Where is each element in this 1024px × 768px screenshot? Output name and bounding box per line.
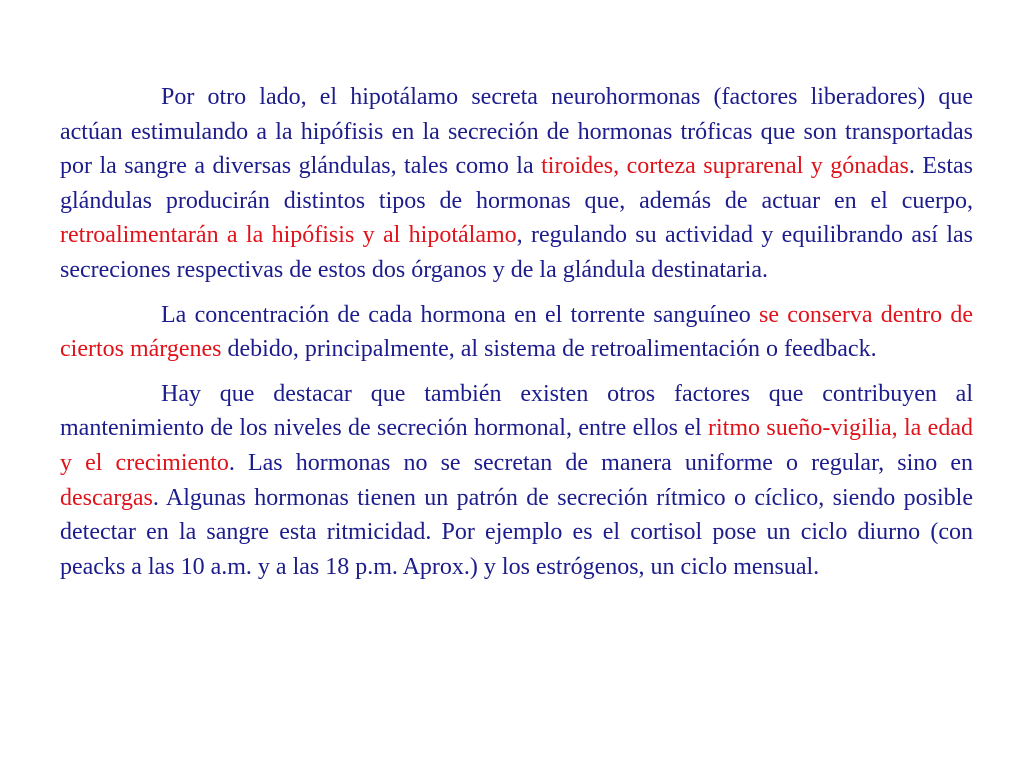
- slide-content: [60, 80, 973, 584]
- p1-highlight-feedback: retroalimentarán a la hipófisis y al hipotálamo: [60, 222, 517, 249]
- p1-text-3: , regulando su actividad y equilibrando así las secreciones respectivas de estos dos órganos y de la glándula destinataria.: [60, 222, 973, 283]
- p3-highlight-discharges: descargas: [60, 484, 153, 511]
- p3-highlight-rhythm: ritmo sueño-vigilia, la edad y el crecimiento: [60, 415, 973, 476]
- p1-text-1: Por otro lado, el hipotálamo secreta neurohormonas (factores liberadores) que actúan estimulando a la hipófisis en la secreción de hormonas tróficas que son transportadas por la sangre a diversas glándulas, tales como la: [60, 84, 973, 180]
- p3-text-2: . Las hormonas no se secretan de manera uniforme o regular, sino en: [228, 449, 973, 476]
- paragraph-other-factors: [60, 377, 973, 585]
- paragraph-hypothalamus: [60, 80, 973, 288]
- p1-text-2: . Estas glándulas producirán distintos tipos de hormonas que, además de actuar en el cuerpo,: [60, 153, 973, 214]
- p3-text-3: . Algunas hormonas tienen un patrón de secreción rítmico o cíclico, siendo posible detectar en la sangre esta ritmicidad. Por ejemplo es el cortisol pose un ciclo diurno (con peacks a las 10 a.m. y a las 18 p.m. Aprox.) y los estrógenos, un ciclo mensual.: [60, 484, 973, 580]
- p3-text-1: Hay que destacar que también existen otros factores que contribuyen al mantenimiento de los niveles de secreción hormonal, entre ellos el: [60, 380, 973, 442]
- p2-text-1: La concentración de cada hormona en el torrente sanguíneo: [161, 301, 759, 328]
- p2-highlight-margins: se conserva dentro de ciertos márgenes: [60, 301, 974, 363]
- p1-highlight-glands: tiroides, corteza suprarenal y gónadas: [541, 153, 909, 180]
- p2-text-2: debido, principalmente, al sistema de retroalimentación o feedback.: [221, 336, 877, 363]
- paragraph-concentration: [60, 298, 973, 367]
